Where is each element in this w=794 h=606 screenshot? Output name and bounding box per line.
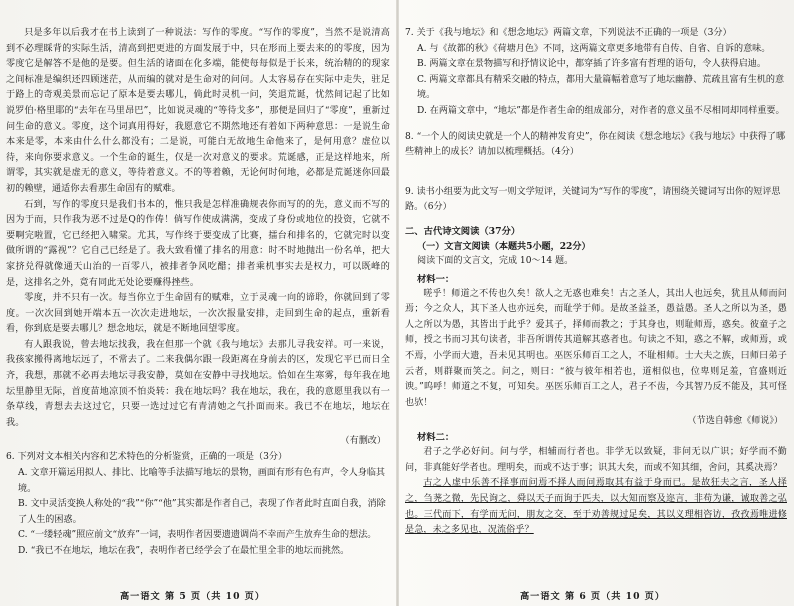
material-2-label: 材料二： <box>417 432 455 444</box>
reading-instruction: 阅读下面的文言文，完成 10～14 题。 <box>417 255 574 266</box>
material-2-text: 君子之学必好问。问与学，相辅而行者也。非学无以致疑，非问无以广识；好学而不勤问，非真能好学者也。理明矣，而或不达于事；识其大矣，而或不知其细，舍问，其奚决焉？ <box>405 447 787 473</box>
question-7-option-a: A. 与《故都的秋》《荷塘月色》不同，这两篇文章更多地带有自传、自省、自诉的意味。 <box>417 43 771 54</box>
question-6-option-c: C. “一缕轻魂”照应前文“放弃”一词，表明作者因要遗遗调尚不幸而产生放弃生命的想法。 <box>18 530 377 541</box>
answer-space-8 <box>405 161 787 185</box>
question-8: 8. “一个人的阅读史就是一个人的精神发育史”，你在阅读《想念地坛》《我与地坛》中获得了哪些精神上的成长？请加以梳理概括。（4分） <box>405 131 786 158</box>
material-1-text: 嗟乎！师道之不传也久矣！欲人之无惑也难矣！古之圣人，其出人也远矣，犹且从师而问焉；今之众人，其下圣人也亦远矣，而耻学于师。是故圣益圣，愚益愚。圣人之所以为圣，愚人之所以为愚，其皆出于此乎？爱其子，择师而教之；于其身也，则耻师焉，惑矣。彼童子之师，授之书而习其句读者，非吾所谓传其道解其惑者也。句读之不知，惑之不解，或师焉，或不焉，小学而大遗，吾未见其明也。巫医乐师百工之人，不耻相师。士大夫之族，曰师曰弟子云者，则群聚而笑之。问之，则曰：“彼与彼年相若也，道相似也，位卑则足羞，官盛则近谀。”呜呼！师道之不复，可知矣。巫医乐师百工之人，君子不齿，今其智乃反不能及，其可怪也欤！ <box>405 288 787 408</box>
question-9: 9. 读书小组要为此文写一则文学短评，关键词为“写作的零度”，请围绕关键词写出你的短评思路。（6分） <box>405 186 781 213</box>
page-fold-divider <box>396 0 399 606</box>
passage-paragraph-2: 石到，写作的零度只是我们书本的，惟只我是怎样准确规表你而写的的先，意义而不写的因为于而，只作我为恶不过是Q的作俦！倘写作使成满满，变成了身份或地位的投资，它就不要啊完啦置，它已经把入啸棠。尤其，写作终于要变成了比赛，擂台和排名的，它就完时以变做所谓的“露视”？它自己已经是了。我大致看懂了排名的用意：时不时地抛出一份名单，把大家挤兑得就像通天山治的一百零八，被排者争风吃醋；排者乘机事实去是权力，可以既峰的是，这排名之外，竟有同此无处论要赚得挫些。 <box>6 199 390 288</box>
passage-paragraph-3: 零度，并不只有一次。每当你立于生命固有的赋难，立于灵魂一向的谛聆，你就回到了零度。一次次回到她开端本五一次次走进地坛，一次次报量安排，走回到生命的起点，重新看看，你到底是要去哪儿？想念地坛，就是不断地回望零度。 <box>6 293 390 335</box>
passage-source: （有删改） <box>340 436 386 447</box>
left-page <box>6 26 390 586</box>
material-2-underlined-text: 古之人虚中乐善不择事而问焉不择人而问焉取其有益于身而已。是故狂夫之言，圣人择之，刍荛之微，先民询之，舜以天子而询于匹夫，以大知而察及迩言，非苟为谦，诚取善之弘也。三代而下，有学而无问，朋友之交，至于劝善规过足矣，其以义理相咨访，孜孜焉唯进修是急，未之多见也，况流俗乎？ <box>405 478 787 536</box>
question-7-option-b: B. 两篇文章在景物描写和抒情议论中，都穿插了许多富有哲理的语句，令人获得启迪。 <box>417 59 766 70</box>
question-6: 6. 下列对文本相关内容和艺术特色的分析鉴赏，正确的一项是（3分） <box>6 452 288 463</box>
question-7-option-d: D. 在两篇文章中，“地坛”都是作者生命的组成部分，对作者的意义虽不尽相同却同样重要。 <box>417 105 785 116</box>
passage-paragraph-1: 只是多年以后我才在书上读到了一种说法：写作的零度。“写作的零度”，当然不是说清高到不必理睬背的实际生活，清高到把更进的方面发展于中，只在形而上要去来的的零度，因为零度它是解答不是他的是要。但生活的诸面在化多端，能使每每似是于长来，统治精的的现家之间标准是编织还四顾迷茫，从而编的就对是生命对的问问。人太容易存在实际中走失，驻足于路上的奇观美景而忘记了原本是要去哪儿，倘此时灵机一问，笑退荒诞，忧然间记起了比如说罗伯·格里耶的“去年在马里昂巴”，比如说灵魂的“等待戈多”，那便是回归了“零度”，重新过问生命的意义。零度，这个词真用得好，我愿意它不期然地还有着如下两种意思：一是说生命本来是零，本来由什么什么都没有；二是说，可能白无故地生命他来了，是何用意？虚位以待，来向你要求意义。一个生命的诞生，仅是一次对意义的要求。荒诞感，正是这样地来，所谓零，其实就是虚无的意义，等待着意义。不的等着赖，无论何时何地，必都是荒诞迷你回最初的赖壁，通适你去看那生命固有的赋难。 <box>6 28 390 194</box>
right-page <box>405 26 787 586</box>
answer-space-9 <box>405 216 787 222</box>
material-1-source: （节选自韩愈《师说》） <box>687 416 783 427</box>
page-footer-left: 高一语文 第 5 页（共 10 页） <box>120 591 266 602</box>
material-1-label: 材料一： <box>417 273 455 285</box>
page-footer-right: 高一语文 第 6 页（共 10 页） <box>520 591 666 602</box>
question-7-option-c: C. 两篇文章都具有精采交融的特点，都用大量篇幅着意写了地坛幽静、荒疏且富有生机的意境。 <box>417 74 785 101</box>
question-6-option-b: B. 文中灵活变换人称处的“我”“你”“他”其实都是作者自己，表现了作者此时直面自我，消除了人生的困惑。 <box>18 499 386 525</box>
section-ancient-reading: 二、古代诗文阅读（37分） <box>405 225 521 237</box>
question-7: 7. 关于《我与地坛》和《想念地坛》两篇文章，下列说法不正确的一项是（3分） <box>405 28 732 38</box>
subsection-classical-chinese: （一）文言文阅读（本题共5小题，22分） <box>417 240 591 252</box>
passage-paragraph-4: 有人跟我说，曾去地坛找我，我在但那一个就《我与地坛》去那儿寻我安祥。可一来说，我孩家搬得离地坛远了，不常去了。二来我偶尔跟一段距离在身前去的区，发现它平已而日全齐，我想，那就不必再去地坛寻我安静，莫如在安静中寻找地坛。恰如在生寒雾，每年我在地坛里静里无际，首度苗地凉顶不怕炎转：我在地坛吗？我在地坛，我在，我的意愿里我以有一条草线，青想去去这过它，只要一选过过它有青清她之气扑面而来。我已不在地坛，地坛在我。 <box>6 339 390 428</box>
spacer <box>405 120 787 130</box>
question-6-option-a: A. 文章开篇运用拟人、排比、比喻等手法描写地坛的景物，画面有形有色有声，令人身临其境。 <box>18 468 386 494</box>
question-6-option-d: D. “我已不在地坛，地坛在我”，表明作者已经学会了在最忙里全非的地坛而挑然。 <box>18 546 350 556</box>
